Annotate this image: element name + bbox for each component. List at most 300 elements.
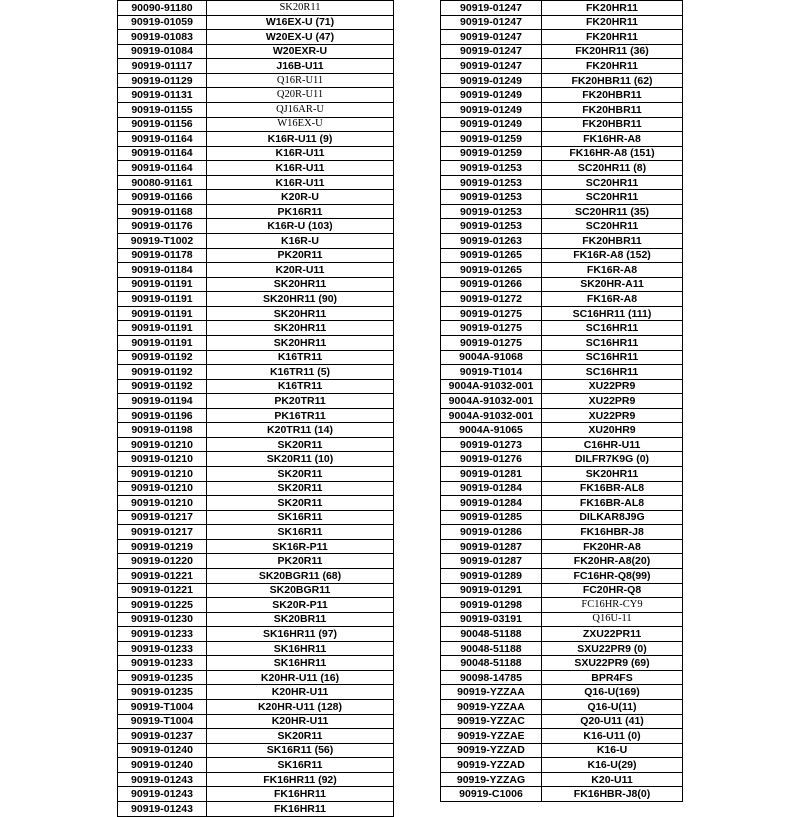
part-number-cell: 90919-01210 <box>118 467 207 482</box>
table-row <box>441 539 683 554</box>
spark-plug-model-cell: FK16HBR-J8 <box>542 525 683 540</box>
part-number-cell: 90919-01249 <box>441 117 542 132</box>
part-number-cell: 90919-01191 <box>118 292 207 307</box>
spark-plug-model-cell: J16B-U11 <box>207 59 394 74</box>
part-number-cell: 90919-01263 <box>441 234 542 249</box>
table-row <box>118 714 394 729</box>
part-number-cell: 90919-T1014 <box>441 365 542 380</box>
table-row <box>441 132 683 147</box>
part-number-cell: 90919-01155 <box>118 102 207 117</box>
spark-plug-model-cell: SK16R11 <box>207 525 394 540</box>
part-number-cell: 90919-01253 <box>441 190 542 205</box>
spark-plug-model-cell: SC16HR11 <box>542 321 683 336</box>
part-number-cell: 90919-YZZAA <box>441 685 542 700</box>
table-row <box>441 729 683 744</box>
table-row <box>441 394 683 409</box>
table-row <box>441 554 683 569</box>
spark-plug-model-cell: SK20R11 <box>207 1 394 16</box>
table-row <box>441 481 683 496</box>
spark-plug-model-cell: K20TR11 (14) <box>207 423 394 438</box>
spark-plug-model-cell: FC20HR-Q8 <box>542 583 683 598</box>
spark-plug-model-cell: XU22PR9 <box>542 408 683 423</box>
table-row <box>118 554 394 569</box>
table-row <box>441 190 683 205</box>
table-row <box>118 670 394 685</box>
spark-plug-model-cell: FK20HBR11 <box>542 117 683 132</box>
spark-plug-model-cell: FK16HR11 <box>207 787 394 802</box>
part-number-cell: 90919-YZZAC <box>441 714 542 729</box>
part-number-cell: 90919-01191 <box>118 335 207 350</box>
table-row <box>118 525 394 540</box>
part-number-cell: 90919-01247 <box>441 30 542 45</box>
table-row <box>441 15 683 30</box>
table-row <box>118 743 394 758</box>
part-number-cell: 90919-01266 <box>441 277 542 292</box>
spark-plug-model-cell: DILFR7K9G (0) <box>542 452 683 467</box>
table-row <box>441 263 683 278</box>
spark-plug-model-cell: C16HR-U11 <box>542 437 683 452</box>
part-number-cell: 90919-01198 <box>118 423 207 438</box>
spark-plug-model-cell: K16R-U11 <box>207 146 394 161</box>
spark-plug-model-cell: FK16HBR-J8(0) <box>542 787 683 802</box>
table-row <box>118 539 394 554</box>
table-row <box>441 772 683 787</box>
part-number-cell: 9004A-91032-001 <box>441 394 542 409</box>
spark-plug-model-cell: FK20HBR11 <box>542 102 683 117</box>
spark-plug-model-cell: SK20HR11 <box>207 335 394 350</box>
spark-plug-model-cell: SK16R-P11 <box>207 539 394 554</box>
table-row <box>441 685 683 700</box>
part-number-cell: 90919-01220 <box>118 554 207 569</box>
part-number-cell: 90919-01210 <box>118 496 207 511</box>
table-row <box>441 467 683 482</box>
spark-plug-model-cell: SC20HR11 (35) <box>542 204 683 219</box>
part-number-cell: 90919-01059 <box>118 15 207 30</box>
table-row <box>118 175 394 190</box>
part-number-cell: 90080-91161 <box>118 175 207 190</box>
table-row <box>441 525 683 540</box>
part-number-cell: 90919-01243 <box>118 801 207 816</box>
spark-plug-model-cell: FK16HR-A8 <box>542 132 683 147</box>
part-number-cell: 90919-01129 <box>118 73 207 88</box>
spark-plug-model-cell: SC16HR11 <box>542 350 683 365</box>
part-number-cell: 90919-01192 <box>118 365 207 380</box>
table-row <box>441 277 683 292</box>
part-number-cell: 90919-YZZAA <box>441 700 542 715</box>
table-row <box>118 685 394 700</box>
spark-plug-model-cell: PK20TR11 <box>207 394 394 409</box>
table-row <box>118 787 394 802</box>
part-number-cell: 90919-01221 <box>118 568 207 583</box>
part-number-cell: 90919-01287 <box>441 539 542 554</box>
spark-plug-model-cell: Q20-U11 (41) <box>542 714 683 729</box>
spark-plug-model-cell: FK16R-A8 <box>542 263 683 278</box>
spark-plug-model-cell: K20HR-U11 <box>207 714 394 729</box>
table-row <box>118 117 394 132</box>
spark-plug-model-cell: QJ16AR-U <box>207 102 394 117</box>
spark-plug-model-cell: SC20HR11 <box>542 190 683 205</box>
table-row <box>118 350 394 365</box>
part-number-cell: 90919-01117 <box>118 59 207 74</box>
table-row <box>441 175 683 190</box>
table-row <box>441 117 683 132</box>
table-row <box>118 132 394 147</box>
table-row <box>118 59 394 74</box>
part-number-cell: 90919-01219 <box>118 539 207 554</box>
part-number-cell: 90919-T1004 <box>118 700 207 715</box>
part-number-cell: 90919-01275 <box>441 321 542 336</box>
part-number-cell: 90919-01275 <box>441 306 542 321</box>
table-row <box>118 306 394 321</box>
spark-plug-model-cell: FK16HR11 (92) <box>207 772 394 787</box>
part-number-cell: 90919-01249 <box>441 102 542 117</box>
spark-plug-model-cell: K16R-U11 <box>207 175 394 190</box>
part-number-cell: 90098-14785 <box>441 670 542 685</box>
spark-plug-model-cell: SK20BR11 <box>207 612 394 627</box>
table-row <box>441 350 683 365</box>
table-row <box>441 234 683 249</box>
table-row <box>118 437 394 452</box>
part-number-cell: 90919-01249 <box>441 73 542 88</box>
table-row <box>118 161 394 176</box>
spark-plug-model-cell: SC16HR11 <box>542 335 683 350</box>
table-row <box>441 598 683 613</box>
spark-plug-model-cell: FK20HR11 (36) <box>542 44 683 59</box>
part-number-cell: 90919-01272 <box>441 292 542 307</box>
part-number-cell: 90919-01265 <box>441 248 542 263</box>
table-row <box>118 729 394 744</box>
table-row <box>118 190 394 205</box>
part-number-cell: 90090-91180 <box>118 1 207 16</box>
table-row <box>441 408 683 423</box>
part-number-cell: 90919-01253 <box>441 204 542 219</box>
table-row <box>118 15 394 30</box>
spark-plug-model-cell: FK20HR11 <box>542 30 683 45</box>
part-number-cell: 90919-01284 <box>441 481 542 496</box>
table-row <box>441 365 683 380</box>
table-row <box>441 510 683 525</box>
spark-plug-model-cell: K16TR11 (5) <box>207 365 394 380</box>
table-row <box>118 219 394 234</box>
part-number-cell: 90919-01217 <box>118 525 207 540</box>
table-row <box>441 758 683 773</box>
part-number-cell: 90919-01247 <box>441 59 542 74</box>
table-row <box>441 44 683 59</box>
part-number-cell: 90919-T1004 <box>118 714 207 729</box>
part-number-cell: 90919-01191 <box>118 306 207 321</box>
spark-plug-model-cell: SXU22PR9 (0) <box>542 641 683 656</box>
spark-plug-model-cell: K20HR-U11 <box>207 685 394 700</box>
spark-plug-model-cell: PK16R11 <box>207 204 394 219</box>
spark-plug-model-cell: ZXU22PR11 <box>542 627 683 642</box>
part-number-cell: 90919-01210 <box>118 452 207 467</box>
part-number-cell: 90919-01285 <box>441 510 542 525</box>
spark-plug-model-cell: W20EXR-U <box>207 44 394 59</box>
part-number-cell: 90919-01284 <box>441 496 542 511</box>
spark-plug-model-cell: SK20HR11 <box>207 321 394 336</box>
part-number-cell: 90919-01253 <box>441 219 542 234</box>
spark-plug-model-cell: FK16HR-A8 (151) <box>542 146 683 161</box>
spark-plug-model-cell: SC20HR11 (8) <box>542 161 683 176</box>
table-row <box>118 277 394 292</box>
spark-plug-model-cell: K16-U <box>542 743 683 758</box>
spark-plug-model-cell: FK20HR-A8(20) <box>542 554 683 569</box>
spark-plug-model-cell: K16-U11 (0) <box>542 729 683 744</box>
part-number-cell: 90919-01083 <box>118 30 207 45</box>
spark-plug-model-cell: SK20HR11 (90) <box>207 292 394 307</box>
spark-plug-model-cell: SC20HR11 <box>542 219 683 234</box>
spark-plug-model-cell: FK20HBR11 (62) <box>542 73 683 88</box>
table-row <box>118 73 394 88</box>
spark-plug-model-cell: K20HR-U11 (16) <box>207 670 394 685</box>
table-row <box>118 612 394 627</box>
spark-plug-model-cell: SK20R-P11 <box>207 598 394 613</box>
spark-plug-model-cell: SK20HR11 <box>207 277 394 292</box>
spark-plug-model-cell: FK20HBR11 <box>542 234 683 249</box>
spark-plug-model-cell: SC20HR11 <box>542 175 683 190</box>
spark-plug-model-cell: SK16R11 <box>207 510 394 525</box>
spark-plug-model-cell: K16R-U <box>207 234 394 249</box>
part-number-cell: 90048-51188 <box>441 656 542 671</box>
spark-plug-model-cell: SK20HR11 <box>542 467 683 482</box>
part-number-cell: 90919-01289 <box>441 568 542 583</box>
table-row <box>118 598 394 613</box>
table-row <box>118 656 394 671</box>
table-row <box>441 248 683 263</box>
part-number-cell: 90919-01235 <box>118 670 207 685</box>
table-row <box>441 700 683 715</box>
spark-plug-model-cell: SK20R11 (10) <box>207 452 394 467</box>
part-number-cell: 90919-01178 <box>118 248 207 263</box>
spark-plug-model-cell: PK16TR11 <box>207 408 394 423</box>
spark-plug-model-cell: SK20BGR11 <box>207 583 394 598</box>
table-row <box>441 30 683 45</box>
spark-plug-model-cell: DILKAR8J9G <box>542 510 683 525</box>
spark-plug-model-cell: SXU22PR9 (69) <box>542 656 683 671</box>
spark-plug-model-cell: PK20R11 <box>207 248 394 263</box>
spark-plug-model-cell: Q20R-U11 <box>207 88 394 103</box>
part-number-cell: 90919-01131 <box>118 88 207 103</box>
spark-plug-model-cell: W16EX-U <box>207 117 394 132</box>
spark-plug-model-cell: SK20R11 <box>207 481 394 496</box>
table-row <box>118 263 394 278</box>
spark-plug-model-cell: SK20BGR11 (68) <box>207 568 394 583</box>
part-number-cell: 90919-01217 <box>118 510 207 525</box>
table-row <box>441 568 683 583</box>
spark-plug-model-cell: SK20R11 <box>207 729 394 744</box>
table-row <box>118 234 394 249</box>
table-row <box>118 88 394 103</box>
spark-plug-model-cell: SC16HR11 <box>542 365 683 380</box>
table-row <box>441 292 683 307</box>
table-row <box>118 568 394 583</box>
part-number-cell: 90919-01164 <box>118 146 207 161</box>
table-row <box>441 59 683 74</box>
spark-plug-model-cell: FK20HR-A8 <box>542 539 683 554</box>
table-row <box>118 641 394 656</box>
spark-plug-model-cell: K20HR-U11 (128) <box>207 700 394 715</box>
part-number-cell: 90919-01253 <box>441 175 542 190</box>
spark-plug-model-cell: FK16BR-AL8 <box>542 496 683 511</box>
part-number-cell: 90048-51188 <box>441 627 542 642</box>
spark-plug-model-cell: K20-U11 <box>542 772 683 787</box>
part-number-cell: 90919-C1006 <box>441 787 542 802</box>
table-row <box>118 496 394 511</box>
table-row <box>118 394 394 409</box>
part-number-cell: 90919-01273 <box>441 437 542 452</box>
spark-plug-model-cell: W20EX-U (47) <box>207 30 394 45</box>
table-row <box>441 452 683 467</box>
spark-plug-model-cell: Q16-U(11) <box>542 700 683 715</box>
table-row <box>441 379 683 394</box>
spark-plug-model-cell: BPR4FS <box>542 670 683 685</box>
part-number-cell: 90919-01281 <box>441 467 542 482</box>
part-number-cell: 90919-01168 <box>118 204 207 219</box>
part-number-cell: 90919-01221 <box>118 583 207 598</box>
spark-plug-model-cell: SK20HR11 <box>207 306 394 321</box>
spark-plug-model-cell: SK16HR11 <box>207 641 394 656</box>
table-row <box>118 772 394 787</box>
part-number-cell: 90919-01233 <box>118 656 207 671</box>
spark-plug-model-cell: FC16HR-CY9 <box>542 598 683 613</box>
part-number-cell: 90919-YZZAG <box>441 772 542 787</box>
table-row <box>118 321 394 336</box>
part-number-cell: 90919-YZZAE <box>441 729 542 744</box>
spark-plug-model-cell: FK20HR11 <box>542 59 683 74</box>
table-row <box>118 467 394 482</box>
spark-plug-model-cell: FK20HR11 <box>542 1 683 16</box>
part-number-cell: 9004A-91068 <box>441 350 542 365</box>
table-row <box>441 161 683 176</box>
parts-table-right <box>440 0 683 802</box>
spark-plug-model-cell: FK20HBR11 <box>542 88 683 103</box>
part-number-cell: 90919-01233 <box>118 641 207 656</box>
part-number-cell: 90919-01192 <box>118 350 207 365</box>
table-row <box>118 452 394 467</box>
spark-plug-model-cell: Q16-U(169) <box>542 685 683 700</box>
spark-plug-model-cell: SK16HR11 (97) <box>207 627 394 642</box>
part-number-cell: 90919-01235 <box>118 685 207 700</box>
part-number-cell: 90919-YZZAD <box>441 743 542 758</box>
part-number-cell: 90919-01253 <box>441 161 542 176</box>
table-row <box>441 714 683 729</box>
spark-plug-model-cell: SK16R11 (56) <box>207 743 394 758</box>
spark-plug-model-cell: FK16R-A8 <box>542 292 683 307</box>
table-row <box>441 219 683 234</box>
part-number-cell: 90919-T1002 <box>118 234 207 249</box>
part-number-cell: 90919-01176 <box>118 219 207 234</box>
part-number-cell: 90919-01276 <box>441 452 542 467</box>
part-number-cell: 90919-01191 <box>118 277 207 292</box>
spark-plug-model-cell: SK20R11 <box>207 496 394 511</box>
part-number-cell: 90919-01164 <box>118 161 207 176</box>
part-number-cell: 90919-01291 <box>441 583 542 598</box>
part-number-cell: 9004A-91065 <box>441 423 542 438</box>
table-row <box>118 1 394 16</box>
part-number-cell: 90919-01265 <box>441 263 542 278</box>
table-row <box>441 641 683 656</box>
part-number-cell: 90919-01298 <box>441 598 542 613</box>
part-number-cell: 90919-01247 <box>441 15 542 30</box>
table-row <box>441 583 683 598</box>
table-row <box>441 1 683 16</box>
spark-plug-model-cell: K20R-U <box>207 190 394 205</box>
spark-plug-model-cell: FK16HR11 <box>207 801 394 816</box>
spark-plug-model-cell: XU22PR9 <box>542 379 683 394</box>
table-row <box>118 481 394 496</box>
table-row <box>118 204 394 219</box>
parts-table-left <box>117 0 394 817</box>
spark-plug-model-cell: SK20HR-A11 <box>542 277 683 292</box>
spark-plug-model-cell: K16R-U11 <box>207 161 394 176</box>
spark-plug-model-cell: K16R-U11 (9) <box>207 132 394 147</box>
part-number-cell: 90919-01194 <box>118 394 207 409</box>
table-row <box>118 365 394 380</box>
part-number-cell: 90919-01247 <box>441 1 542 16</box>
part-number-cell: 90919-01156 <box>118 117 207 132</box>
table-row <box>118 292 394 307</box>
part-number-cell: 90919-01210 <box>118 481 207 496</box>
table-row <box>118 30 394 45</box>
table-row <box>441 423 683 438</box>
part-number-cell: 90919-01166 <box>118 190 207 205</box>
table-row <box>118 801 394 816</box>
spark-plug-model-cell: FK20HR11 <box>542 15 683 30</box>
part-number-cell: 90919-01230 <box>118 612 207 627</box>
table-row <box>441 437 683 452</box>
spark-plug-model-cell: SK16R11 <box>207 758 394 773</box>
spark-plug-model-cell: K16TR11 <box>207 379 394 394</box>
spark-plug-model-cell: XU22PR9 <box>542 394 683 409</box>
spark-plug-model-cell: PK20R11 <box>207 554 394 569</box>
table-row <box>441 743 683 758</box>
table-row <box>118 379 394 394</box>
table-row <box>441 627 683 642</box>
spark-plug-model-cell: K16R-U (103) <box>207 219 394 234</box>
table-row <box>118 700 394 715</box>
part-number-cell: 90919-01084 <box>118 44 207 59</box>
part-number-cell: 90919-01192 <box>118 379 207 394</box>
spark-plug-model-cell: Q16U-11 <box>542 612 683 627</box>
spark-plug-model-cell: FC16HR-Q8(99) <box>542 568 683 583</box>
table-row <box>441 306 683 321</box>
spark-plug-model-cell: FK16BR-AL8 <box>542 481 683 496</box>
part-number-cell: 90919-01249 <box>441 88 542 103</box>
spark-plug-model-cell: K16-U(29) <box>542 758 683 773</box>
part-number-cell: 90919-01286 <box>441 525 542 540</box>
table-row <box>441 88 683 103</box>
part-number-cell: 90919-01275 <box>441 335 542 350</box>
table-row <box>118 510 394 525</box>
part-number-cell: 90919-YZZAD <box>441 758 542 773</box>
table-row <box>441 73 683 88</box>
part-number-cell: 90919-01243 <box>118 772 207 787</box>
part-number-cell: 90919-01287 <box>441 554 542 569</box>
table-row <box>118 102 394 117</box>
table-row <box>441 656 683 671</box>
table-row <box>118 408 394 423</box>
part-number-cell: 90919-01240 <box>118 743 207 758</box>
spark-plug-model-cell: K16TR11 <box>207 350 394 365</box>
part-number-cell: 90919-01247 <box>441 44 542 59</box>
spark-plug-model-cell: SK16HR11 <box>207 656 394 671</box>
part-number-cell: 9004A-91032-001 <box>441 379 542 394</box>
spark-plug-model-cell: XU20HR9 <box>542 423 683 438</box>
part-number-cell: 90919-01210 <box>118 437 207 452</box>
part-number-cell: 90919-01259 <box>441 132 542 147</box>
spark-plug-model-cell: FK16R-A8 (152) <box>542 248 683 263</box>
table-row <box>118 335 394 350</box>
